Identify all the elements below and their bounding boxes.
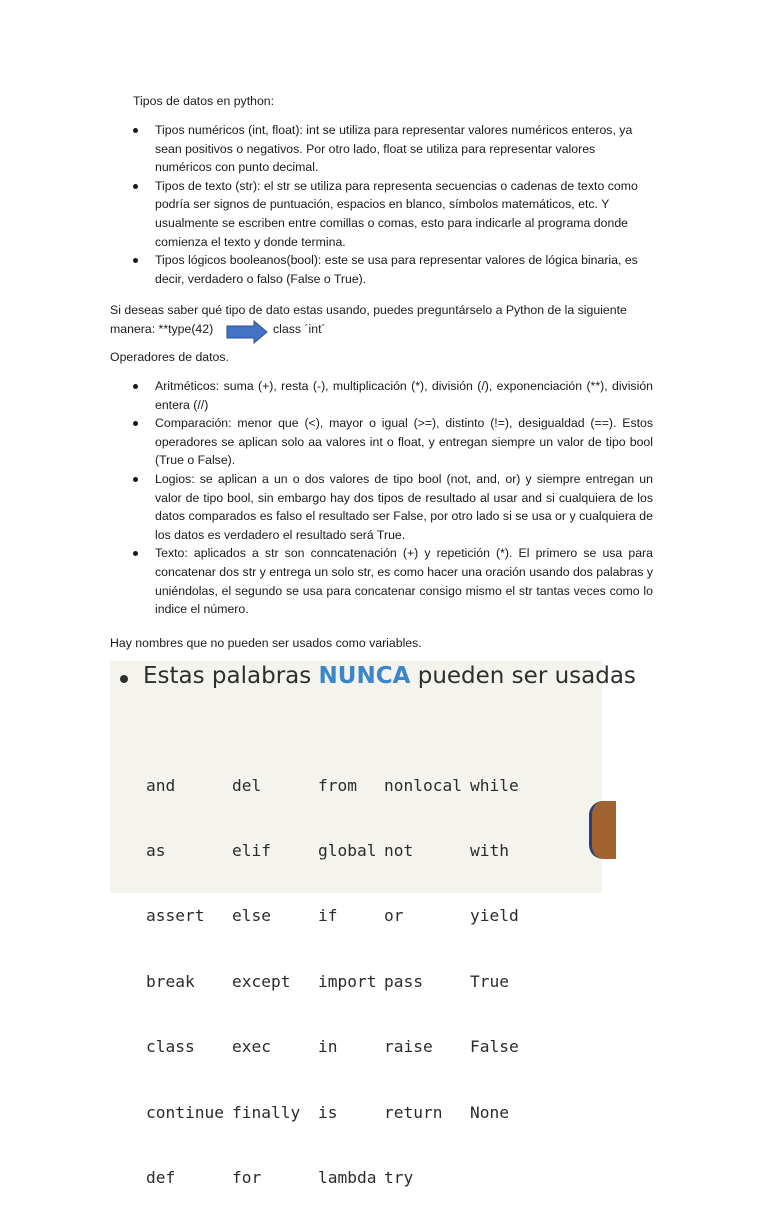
list-item-text: Tipos de texto (str): el str se utiliza para representa secuencias o cadenas de texto como podría ser signos de puntuación, espacios en blanco, símbolos matemáticos, etc. Y usualmente se escriben entre comillas o comas, esto para indicarle al programa donde comienza el texto y donde termina. [155, 178, 638, 249]
keyword: as [146, 840, 166, 860]
list-item [133, 177, 653, 251]
bullet-icon [120, 675, 128, 683]
bullet-icon [133, 184, 138, 189]
list-item-text: Tipos lógicos booleanos(bool): este se usa para representar valores de lógica binaria, es decir, verdadero o falso (False o True). [155, 253, 638, 286]
keyword-column [146, 731, 224, 1232]
bullet-icon [133, 477, 138, 482]
keyword: else [232, 906, 271, 926]
keyword: while [470, 775, 519, 795]
image-title [143, 663, 636, 689]
keyword: False [470, 1037, 519, 1057]
keyword: None [470, 1102, 509, 1122]
operadores-list [133, 377, 653, 619]
keyword: assert [146, 906, 205, 926]
partial-figure-edge [589, 801, 616, 859]
list-item [133, 544, 653, 618]
list-item-text: Comparación: menor que (<), mayor o igual (>=), distinto (!=), desigualdad (==). Estos operadores se aplican solo aa valores int o float, y entregan siempre un valor de tipo bool (True o False). [155, 416, 653, 468]
list-item [133, 414, 653, 470]
image-title-end: pueden ser usadas [410, 663, 636, 689]
bullet-icon [133, 128, 138, 133]
list-item-text: Tipos numéricos (int, float): int se utiliza para representar valores numéricos enteros, ya sean positivos o negativos. Por otro lado, float se utiliza para representar valores numéricos con punto decimal. [155, 123, 633, 175]
heading-operadores: Operadores de datos. [110, 350, 229, 364]
list-item [133, 121, 653, 177]
keyword: lambda [318, 1167, 377, 1187]
keyword-column [232, 731, 310, 1232]
keyword: True [470, 971, 509, 991]
keyword: global [318, 840, 377, 860]
keyword: with [470, 840, 509, 860]
bullet-icon [133, 384, 138, 389]
keyword: if [318, 906, 338, 926]
keyword: class [146, 1037, 195, 1057]
keyword: not [384, 840, 414, 860]
keyword-column [470, 731, 548, 1167]
list-item-text: Texto: aplicados a str son conncatenación (+) y repetición (*). El primero se usa para concatenar dos str y entrega un solo str, es como hacer una oración usando dos palabras y uniéndolas, el segundo se usa para concatenar consigo mismo el str tantas veces como lo indice el número. [155, 546, 653, 617]
keyword: in [318, 1037, 338, 1057]
reserved-keywords-image [110, 661, 636, 1187]
keyword: exec [232, 1037, 271, 1057]
bullet-icon [133, 551, 138, 556]
keyword: and [146, 775, 176, 795]
keyword: except [232, 971, 291, 991]
image-title-start: Estas palabras [143, 663, 319, 689]
right-arrow-icon [226, 320, 268, 344]
keyword: finally [232, 1102, 301, 1122]
keyword: return [384, 1102, 443, 1122]
keyword: del [232, 775, 262, 795]
keyword-column [384, 731, 462, 1232]
keyword: elif [232, 840, 271, 860]
tipos-list [133, 121, 653, 288]
keyword: yield [470, 906, 519, 926]
keyword: for [232, 1167, 262, 1187]
list-item-text: Logios: se aplican a un o dos valores de tipo bool (not, and, or) y siempre entregan un valor de tipo bool, sin embargo hay dos tipos de resultado al usar and si cualquiera de los datos comparados es falso el resultado ser False, por otro lado si se usa or y cualquiera de los datos es verdadero el resultado será True. [155, 471, 653, 542]
type-result-text: class ´int´ [273, 322, 326, 336]
image-title-highlight: NUNCA [318, 663, 411, 689]
keyword: or [384, 906, 404, 926]
reserved-names-paragraph: Hay nombres que no pueden ser usados como variables. [110, 636, 422, 650]
keyword: def [146, 1167, 176, 1187]
keyword: from [318, 775, 357, 795]
keyword: continue [146, 1102, 224, 1122]
keyword: try [384, 1167, 414, 1187]
type-question-paragraph: Si deseas saber qué tipo de dato estas usando, puedes preguntárselo a Python de la siguiente manera: **type(42) [110, 303, 627, 336]
keyword: is [318, 1102, 338, 1122]
keyword: pass [384, 971, 423, 991]
list-item [133, 251, 653, 288]
bullet-icon [133, 421, 138, 426]
keyword: import [318, 971, 377, 991]
list-item-text: Aritméticos: suma (+), resta (-), multiplicación (*), división (/), exponenciación (**), división entera (//) [155, 379, 653, 412]
list-item [133, 377, 653, 414]
bullet-icon [133, 258, 138, 263]
list-item [133, 470, 653, 544]
heading-tipos-de-datos: Tipos de datos en python: [133, 94, 275, 108]
keyword: break [146, 971, 195, 991]
keyword: nonlocal [384, 775, 462, 795]
keyword: raise [384, 1037, 433, 1057]
